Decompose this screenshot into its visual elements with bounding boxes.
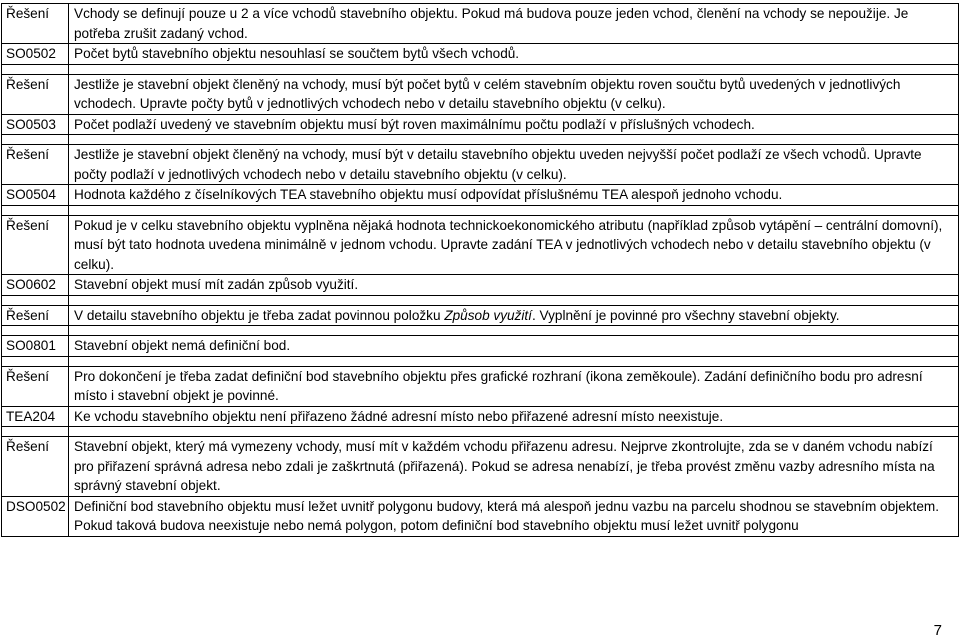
- spacer-row: [2, 295, 959, 305]
- row-code: Řešení: [2, 145, 69, 185]
- spacer-row: [2, 326, 959, 336]
- solution-row: [2, 145, 959, 185]
- page-number: 7: [933, 622, 942, 639]
- error-row: [2, 114, 959, 135]
- row-code: SO0801: [2, 336, 69, 357]
- error-row: [2, 406, 959, 427]
- row-code: SO0504: [2, 185, 69, 206]
- row-text: Jestliže je stavební objekt členěný na vchody, musí být počet bytů v celém stavebním objektu roven součtu bytů uvedených v jednotlivých vchodech. Upravte počty bytů v jednotlivých vchodech nebo v detailu stavebního objektu (v celku).: [69, 74, 959, 114]
- row-text: Stavební objekt nemá definiční bod.: [69, 336, 959, 357]
- spacer-row: [2, 205, 959, 215]
- row-code: Řešení: [2, 74, 69, 114]
- error-row: [2, 185, 959, 206]
- row-text: Hodnota každého z číselníkových TEA stavebního objektu musí odpovídat příslušnému TEA alespoň jednoho vchodu.: [69, 185, 959, 206]
- row-code: SO0503: [2, 114, 69, 135]
- error-row: [2, 275, 959, 296]
- row-code: SO0602: [2, 275, 69, 296]
- row-text: Pokud je v celku stavebního objektu vyplněna nějaká hodnota technickoekonomického atributu (například způsob vytápění – centrální domovní), musí být tato hodnota uvedena minimálně v jednom vchodu. Upravte zadání TEA v jednotlivých vchodech nebo v detailu stavebního objektu (v celku).: [69, 215, 959, 275]
- solution-row: [2, 366, 959, 406]
- row-code: SO0502: [2, 44, 69, 65]
- row-code: Řešení: [2, 215, 69, 275]
- row-code: Řešení: [2, 4, 69, 44]
- row-text: Počet podlaží uvedený ve stavebním objektu musí být roven maximálnímu počtu podlaží v příslušných vchodech.: [69, 114, 959, 135]
- field-name-italic: Způsob využití: [444, 307, 532, 323]
- row-text: Vchody se definují pouze u 2 a více vchodů stavebního objektu. Pokud má budova pouze jeden vchod, členění na vchody se nepoužije. Je potřeba zrušit zadaný vchod.: [69, 4, 959, 44]
- row-text: Stavební objekt, který má vymezeny vchody, musí mít v každém vchodu přiřazenu adresu. Nejprve zkontrolujte, zda se v daném vchodu nabízí pro přiřazení správná adresa nebo zdali je zaškrtnutá (přiřazená). Pokud se adresa nenabízí, je třeba provést změnu vazby adresního místa na správný stavební objekt.: [69, 437, 959, 497]
- row-text: Stavební objekt musí mít zadán způsob využití.: [69, 275, 959, 296]
- row-text: Jestliže je stavební objekt členěný na vchody, musí být v detailu stavebního objektu uveden nejvyšší počet podlaží ze všech vchodů. Upravte počty podlaží v jednotlivých vchodech nebo v detailu stavebního objektu (v celku).: [69, 145, 959, 185]
- error-row: [2, 44, 959, 65]
- row-text: [69, 305, 959, 326]
- row-code: TEA204: [2, 406, 69, 427]
- solution-row: [2, 74, 959, 114]
- spacer-row: [2, 356, 959, 366]
- row-text: Počet bytů stavebního objektu nesouhlasí se součtem bytů všech vchodů.: [69, 44, 959, 65]
- spacer-row: [2, 135, 959, 145]
- row-code: Řešení: [2, 366, 69, 406]
- row-code: Řešení: [2, 305, 69, 326]
- error-row: [2, 336, 959, 357]
- solution-row: [2, 4, 959, 44]
- error-rules-table: [1, 3, 959, 537]
- error-row: [2, 496, 959, 536]
- row-text: Definiční bod stavebního objektu musí ležet uvnitř polygonu budovy, která má alespoň jednu vazbu na parcelu shodnou se stavebním objektem. Pokud taková budova neexistuje nebo nemá polygon, potom definiční bod stavebního objektu musí ležet uvnitř polygonu: [69, 496, 959, 536]
- spacer-row: [2, 64, 959, 74]
- row-text: Pro dokončení je třeba zadat definiční bod stavebního objektu přes grafické rozhraní (ikona zeměkoule). Zadání definičního bodu pro adresní místo i stavební objekt je povinné.: [69, 366, 959, 406]
- spacer-row: [2, 427, 959, 437]
- row-code: DSO0502: [2, 496, 69, 536]
- row-code: Řešení: [2, 437, 69, 497]
- solution-row: [2, 437, 959, 497]
- row-text: Ke vchodu stavebního objektu není přiřazeno žádné adresní místo nebo přiřazené adresní místo neexistuje.: [69, 406, 959, 427]
- solution-row: [2, 305, 959, 326]
- solution-row: [2, 215, 959, 275]
- text-after: . Vyplnění je povinné pro všechny stavební objekty.: [531, 307, 840, 323]
- text-before: V detailu stavebního objektu je třeba zadat povinnou položku: [74, 307, 445, 323]
